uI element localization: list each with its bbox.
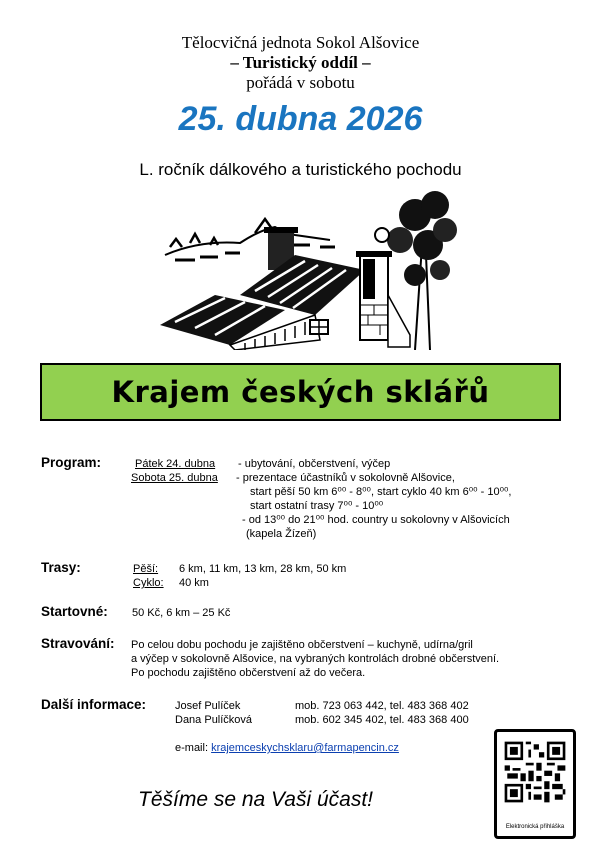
catering-label: Stravování:: [41, 636, 115, 651]
qr-caption: Elektronická přihláška: [505, 824, 565, 830]
edition-text: L. ročník dálkového a turistického pochodu: [139, 160, 462, 179]
catering-line: Po celou dobu pochodu je zajištěno občerstvení – kuchyně, udírna/gril: [131, 639, 473, 651]
email-label: e-mail:: [175, 742, 209, 754]
email-row: [175, 741, 399, 756]
contact-name: Josef Pulíček: [175, 700, 241, 712]
program-saturday-line: (kapela Žízeň): [246, 528, 317, 540]
organizes-text: pořádá v sobotu: [246, 73, 355, 92]
routes-bike-label: Cyklo:: [133, 577, 164, 589]
program-saturday-line: start pěší 50 km 6⁰⁰ - 8⁰⁰, start cyklo 40 km 6⁰⁰ - 10⁰⁰,: [250, 486, 512, 498]
program-day-friday: Pátek 24. dubna: [135, 458, 216, 470]
routes-label: Trasy:: [41, 560, 81, 575]
fee-label: Startovné:: [41, 604, 108, 619]
event-title: Krajem českých sklářů: [111, 375, 490, 409]
fee-value: 50 Kč, 6 km – 25 Kč: [132, 607, 231, 619]
program-friday-text: - ubytování, občerstvení, výčep: [238, 458, 391, 470]
program-saturday-line: - od 13⁰⁰ do 21⁰⁰ hod. country u sokolovny v Alšovicích: [242, 514, 510, 526]
program-label: Program:: [41, 455, 102, 470]
routes-walk-label: Pěší:: [133, 563, 159, 575]
closing-message: Těšíme se na Vaši účast!: [138, 788, 373, 811]
catering-line: Po pochodu zajištěno občerstvení až do večera.: [131, 667, 366, 679]
email-link[interactable]: krajemceskychsklaru@farmapencin.cz: [211, 742, 399, 754]
routes-bike-value: 40 km: [179, 577, 209, 589]
info-label: Další informace:: [41, 697, 147, 712]
registration-qr-card[interactable]: [494, 729, 576, 839]
house-sketch-icon: [160, 185, 460, 350]
program-saturday-line: start ostatní trasy 7⁰⁰ - 10⁰⁰: [250, 500, 384, 512]
program-saturday-line: - prezentace účastníků v sokolovně Alšovice,: [236, 472, 455, 484]
catering-line: a výčep v sokolovně Alšovice, na vybraných kontrolách drobné občerstvení.: [131, 653, 500, 665]
contact-phones: mob. 602 345 402, tel. 483 368 400: [295, 714, 469, 726]
event-date: 25. dubna 2026: [178, 100, 423, 138]
department-name: – Turistický oddíl –: [230, 53, 371, 72]
event-title-banner: [40, 363, 561, 421]
contact-phones: mob. 723 063 442, tel. 483 368 402: [295, 700, 469, 712]
routes-walk-value: 6 km, 11 km, 13 km, 28 km, 50 km: [179, 563, 347, 575]
program-day-saturday: Sobota 25. dubna: [131, 472, 218, 484]
organization-name: Tělocvičná jednota Sokol Alšovice: [181, 33, 420, 52]
contact-name: Dana Pulíčková: [175, 714, 253, 726]
